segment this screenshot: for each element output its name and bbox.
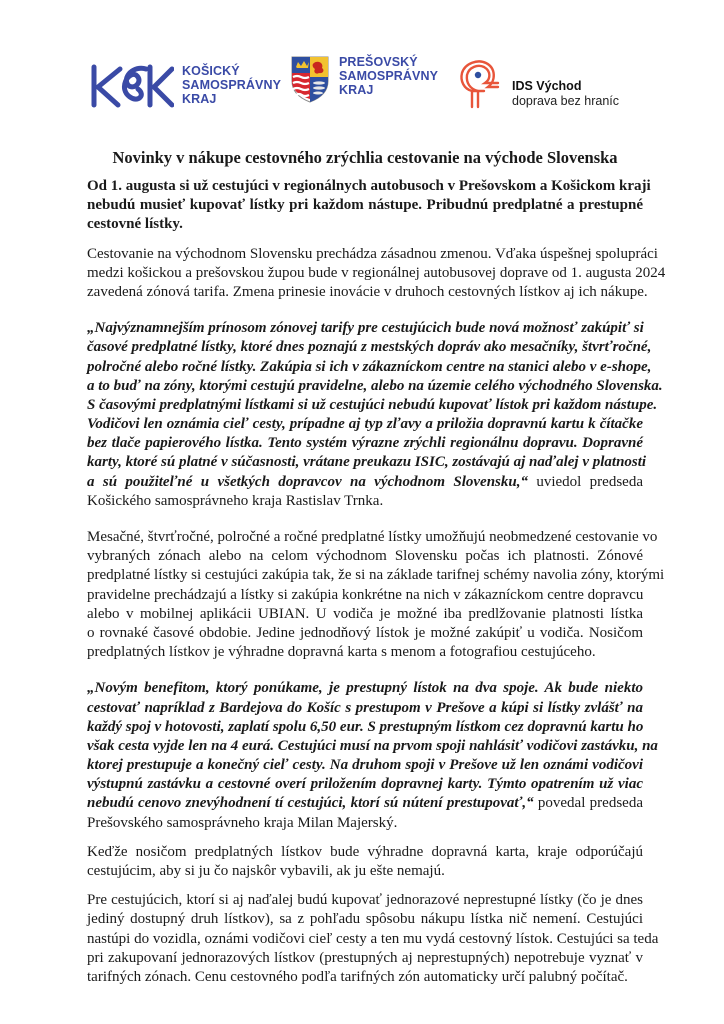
card-paragraph	[87, 843, 643, 881]
tickets-paragraph	[87, 528, 665, 662]
lead-paragraph	[87, 177, 651, 235]
logo-header	[0, 55, 724, 125]
quote-line: polročné alebo ročné lístky. Zakúpia si ich v zákazníckom centre na stanici alebo v e-shope,	[87, 358, 652, 375]
ksk-line-1: KOŠICKÝ	[182, 64, 240, 78]
lead-line: nebudú musieť kupovať lístky pri každom nástupe. Pribudnú predplatné a prestupné	[87, 197, 643, 214]
quote-line: ktorej prestupuje a konečný cieľ cesty. Na druhom spoji v Prešove už len oznámi vodičovi	[87, 757, 643, 774]
quote-line: výstupnú zastávku a cestovné overí priložením dopravnej karty. Týmto opatrením už viac	[87, 776, 643, 793]
paragraph-line: o rovnaké časové obdobie. Jedine jednodňový lístok je možné zakúpiť u vodiča. Nosičom	[87, 624, 643, 641]
ids-knot-icon	[458, 57, 502, 109]
paragraph-line: Mesačné, štvrťročné, polročné a ročné predplatné lístky umožňujú neobmedzené cestovanie vo	[87, 529, 658, 545]
quote-line: Vodičovi len oznámia cieľ cesty, prípadne aj typ zľavy a priložia dopravnú kartu k čítačke	[87, 416, 643, 433]
attribution: uviedol predseda	[527, 473, 643, 490]
ids-subtitle: doprava bez hraníc	[512, 94, 620, 108]
quote-line: „Najvýznamnejším prínosom zónovej tarify pre cestujúcich bude nová možnosť zakúpiť si	[87, 320, 644, 337]
psk-logo	[290, 55, 438, 103]
psk-line-2: SAMOSPRÁVNY	[339, 69, 439, 83]
quote-end: nebudú cenovo znevýhodnení tí cestujúci, ktorí sú nútení prestupovať,“	[87, 795, 534, 812]
quote-line: bez tlače papierového lístka. Tento systém výrazne zrýchli regionálnu dopravu. Dopravné	[87, 435, 643, 452]
paragraph-line: pri zakupovaní jednorazových lístkov (prestupných aj neprestupných) nepotrebuje vyznať v	[87, 949, 643, 966]
paragraph-line: jediný dostupný druh lístkov), sa z pohľadu spôsobu nákupu lístka nič nemení. Cestujúci	[87, 911, 643, 928]
attribution-line: Prešovského samosprávneho kraja Milan Majerský.	[87, 814, 398, 831]
quote-line: každý spoj v hotovosti, zaplatí spolu 6,50 eur. S prestupným lístkom cez dopravnú kartu ho	[87, 718, 644, 735]
ids-title: IDS Východ	[512, 79, 582, 93]
single-ticket-paragraph	[87, 891, 659, 987]
ksk-logo	[88, 59, 281, 111]
press-release	[87, 148, 666, 987]
quote-line: „Novým benefitom, ktorý ponúkame, je prestupný lístok na dva spoje. Ak bude niekto	[87, 680, 643, 697]
paragraph-line: alebo v mobilnej aplikácii UBIAN. U vodiča je možné iba predlžovanie platnosti lístka	[87, 605, 643, 622]
paragraph-line: nastúpi do vozidla, oznámi vodičovi cieľ cesty a ten mu vydá cestovný lístok. Cestujúci sa teda	[87, 930, 659, 947]
psk-line-3: KRAJ	[339, 83, 374, 97]
quote-majersky	[87, 679, 658, 833]
paragraph-line: predplatné lístky si cestujúci zakúpia tak, že si na základe tarifnej schémy navolia zóny, ktorými	[87, 567, 665, 584]
paragraph-line: Pre cestujúcich, ktorí si aj naďalej budú kupovať jednorazové neprestupné lístky (čo je dnes	[87, 892, 643, 909]
quote-line: a to buď na zóny, ktorými cestujú pravidelne, alebo na územie celého východného Slovenska.	[87, 377, 663, 394]
paragraph-line: Keďže nosičom predplatných lístkov bude výhradne dopravná karta, kraje odporúčajú	[87, 843, 643, 860]
quote-line: však cesta vyjde len na 4 eurá. Cestujúci musí na prvom spoji nahlásiť vodičovi zastávku, na	[87, 737, 658, 754]
ids-vychod-logo	[458, 57, 619, 109]
intro-paragraph	[87, 245, 666, 303]
quote-attribution-line	[87, 473, 643, 492]
quote-attribution-line	[87, 794, 643, 813]
coat-of-arms-icon	[290, 55, 330, 103]
quote-line: S časovými predplatnými lístkami si už cestujúci nebudú kupovať lístok pri každom nástupe.	[87, 396, 658, 413]
paragraph-line: medzi košickou a prešovskou župou bude v regionálnej autobusovej doprave od 1. augusta 2024	[87, 264, 666, 281]
quote-trnka	[87, 319, 663, 511]
article-title: Novinky v nákupe cestovného zrýchlia cestovanie na východe Slovenska	[112, 148, 618, 167]
attribution: povedal predseda	[533, 795, 643, 812]
quote-end: a sú použiteľné u všetkých dopravcov na východnom Slovensku,“	[87, 473, 528, 490]
attribution-line: Košického samosprávneho kraja Rastislav Trnka.	[87, 492, 384, 509]
ksk-mark-icon	[88, 59, 174, 111]
ksk-line-3: KRAJ	[182, 92, 217, 106]
paragraph-line: tarifných zónach. Cenu cestovného podľa tarifných zón automaticky určí palubný počítač.	[87, 968, 628, 985]
paragraph-line: predplatných lístkov je výhradne dopravná karta s menom a fotografiou cestujúceho.	[87, 644, 596, 661]
lead-line: Od 1. augusta si už cestujúci v regionálnych autobusoch v Prešovskom a Košickom kraji	[87, 178, 651, 194]
paragraph-line: Cestovanie na východnom Slovensku prechádza zásadnou zmenou. Vďaka úspešnej spolupráci	[87, 245, 658, 262]
paragraph-line: vybraných zónach alebo na celom východnom Slovensku počas ich platnosti. Zónové	[87, 548, 643, 565]
quote-line: cestovať napríklad z Bardejova do Košíc s prestupom v Prešove a kúpi si lístky zvlášť na	[87, 699, 643, 716]
paragraph-line: zavedená zónová tarifa. Zmena prinesie inovácie v druhoch cestovných lístkov aj ich nákupe.	[87, 283, 648, 300]
paragraph-line: cestujúcim, aby si ju čo najskôr vybavili, ak ju ešte nemajú.	[87, 863, 445, 879]
psk-line-1: PREŠOVSKÝ	[339, 55, 418, 69]
paragraph-line: pravidelne prechádzajú a lístky si zakúpia konkrétne na nich v zákazníckom centre dopravcu	[87, 586, 644, 603]
ksk-line-2: SAMOSPRÁVNY	[182, 78, 282, 92]
quote-line: časové predplatné lístky, ktoré dnes poznajú z mestských dopráv ako mesačníky, štvrťročné,	[87, 339, 652, 356]
lead-line: cestovné lístky.	[87, 216, 183, 233]
quote-line: karty, ktoré sú platné v súčasnosti, vrátane preukazu ISIC, zostávajú aj naďalej v platnosti	[87, 454, 647, 471]
